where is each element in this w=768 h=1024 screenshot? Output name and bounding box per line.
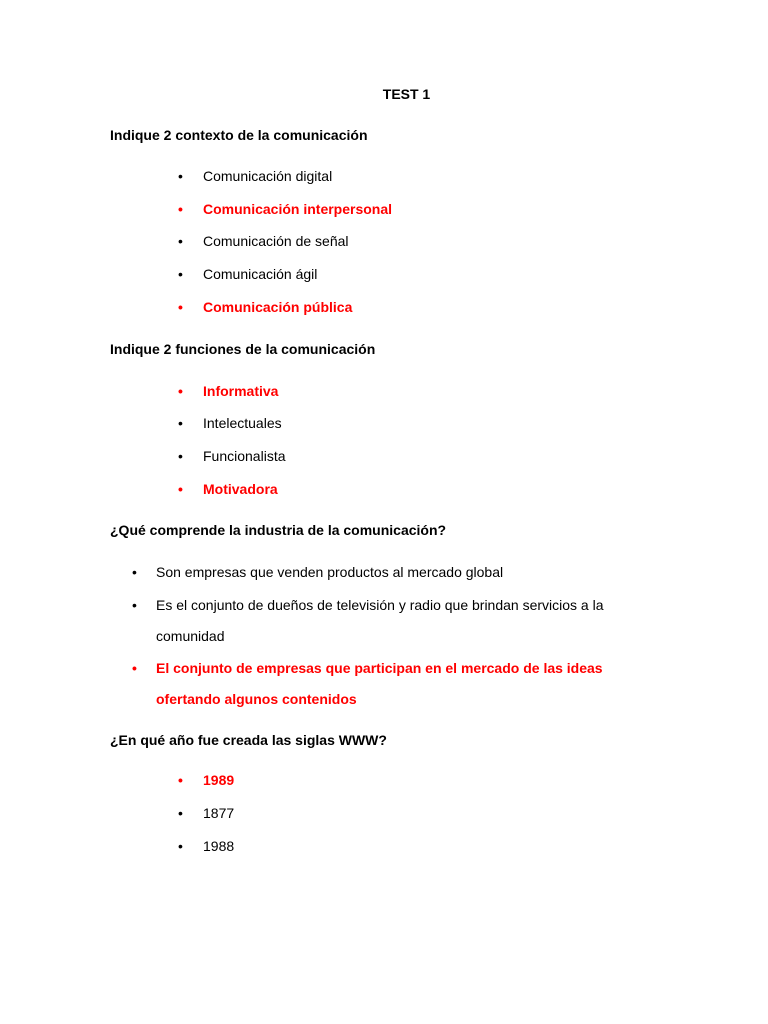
bullet-icon: • — [178, 838, 183, 854]
bullet-icon: • — [178, 481, 183, 497]
bullet-icon: • — [178, 772, 183, 788]
bullet-icon: • — [178, 299, 183, 315]
bullet-icon: • — [178, 266, 183, 282]
q1-option-3-text: Comunicación de señal — [203, 233, 349, 249]
q3-option-1 — [132, 563, 626, 588]
q2-option-2 — [178, 414, 282, 432]
q4-option-1-text: 1989 — [203, 772, 235, 788]
q3-option-2 — [132, 596, 626, 652]
q4-option-2-text: 1877 — [203, 805, 235, 821]
q2-option-2-text: Intelectuales — [203, 415, 282, 431]
q1-option-3 — [178, 232, 349, 250]
bullet-icon: • — [132, 660, 137, 676]
bullet-icon: • — [178, 383, 183, 399]
bullet-icon: • — [178, 805, 183, 821]
bullet-icon: • — [178, 168, 183, 184]
question-4: ¿En qué año fue creada las siglas WWW? — [110, 732, 387, 748]
q1-option-1-text: Comunicación digital — [203, 168, 333, 184]
q1-option-2-correct — [178, 200, 393, 218]
q1-option-1 — [178, 167, 333, 185]
bullet-icon: • — [178, 448, 183, 464]
q1-option-4-text: Comunicación ágil — [203, 266, 318, 282]
q3-option-1-text: Son empresas que venden productos al mercado global — [156, 564, 504, 580]
question-2: Indique 2 funciones de la comunicación — [110, 341, 376, 357]
q1-option-5-correct — [178, 298, 353, 316]
bullet-icon: • — [132, 564, 137, 580]
q2-option-1-correct — [178, 382, 279, 400]
q2-option-3-text: Funcionalista — [203, 448, 286, 464]
q1-option-5-text: Comunicación pública — [203, 299, 353, 315]
q3-option-3-correct — [132, 659, 626, 715]
q4-option-1-correct — [178, 771, 235, 789]
q2-option-4-correct — [178, 480, 278, 498]
q2-option-4-text: Motivadora — [203, 481, 278, 497]
q3-option-3-text: El conjunto de empresas que participan en el mercado de las ideas ofertando algunos contenidos — [156, 660, 603, 707]
q4-option-3-text: 1988 — [203, 838, 235, 854]
bullet-icon: • — [132, 597, 137, 613]
question-1: Indique 2 contexto de la comunicación — [110, 127, 368, 143]
q2-option-1-text: Informativa — [203, 383, 279, 399]
question-3: ¿Qué comprende la industria de la comunicación? — [110, 522, 447, 538]
q3-option-2-text: Es el conjunto de dueños de televisión y radio que brindan servicios a la comunidad — [156, 597, 604, 644]
q4-option-2 — [178, 804, 235, 822]
bullet-icon: • — [178, 415, 183, 431]
document-title: TEST 1 — [382, 86, 431, 102]
bullet-icon: • — [178, 201, 183, 217]
q1-option-2-text: Comunicación interpersonal — [203, 201, 393, 217]
q2-option-3 — [178, 447, 286, 465]
q1-option-4 — [178, 265, 318, 283]
bullet-icon: • — [178, 233, 183, 249]
q4-option-3 — [178, 837, 235, 855]
